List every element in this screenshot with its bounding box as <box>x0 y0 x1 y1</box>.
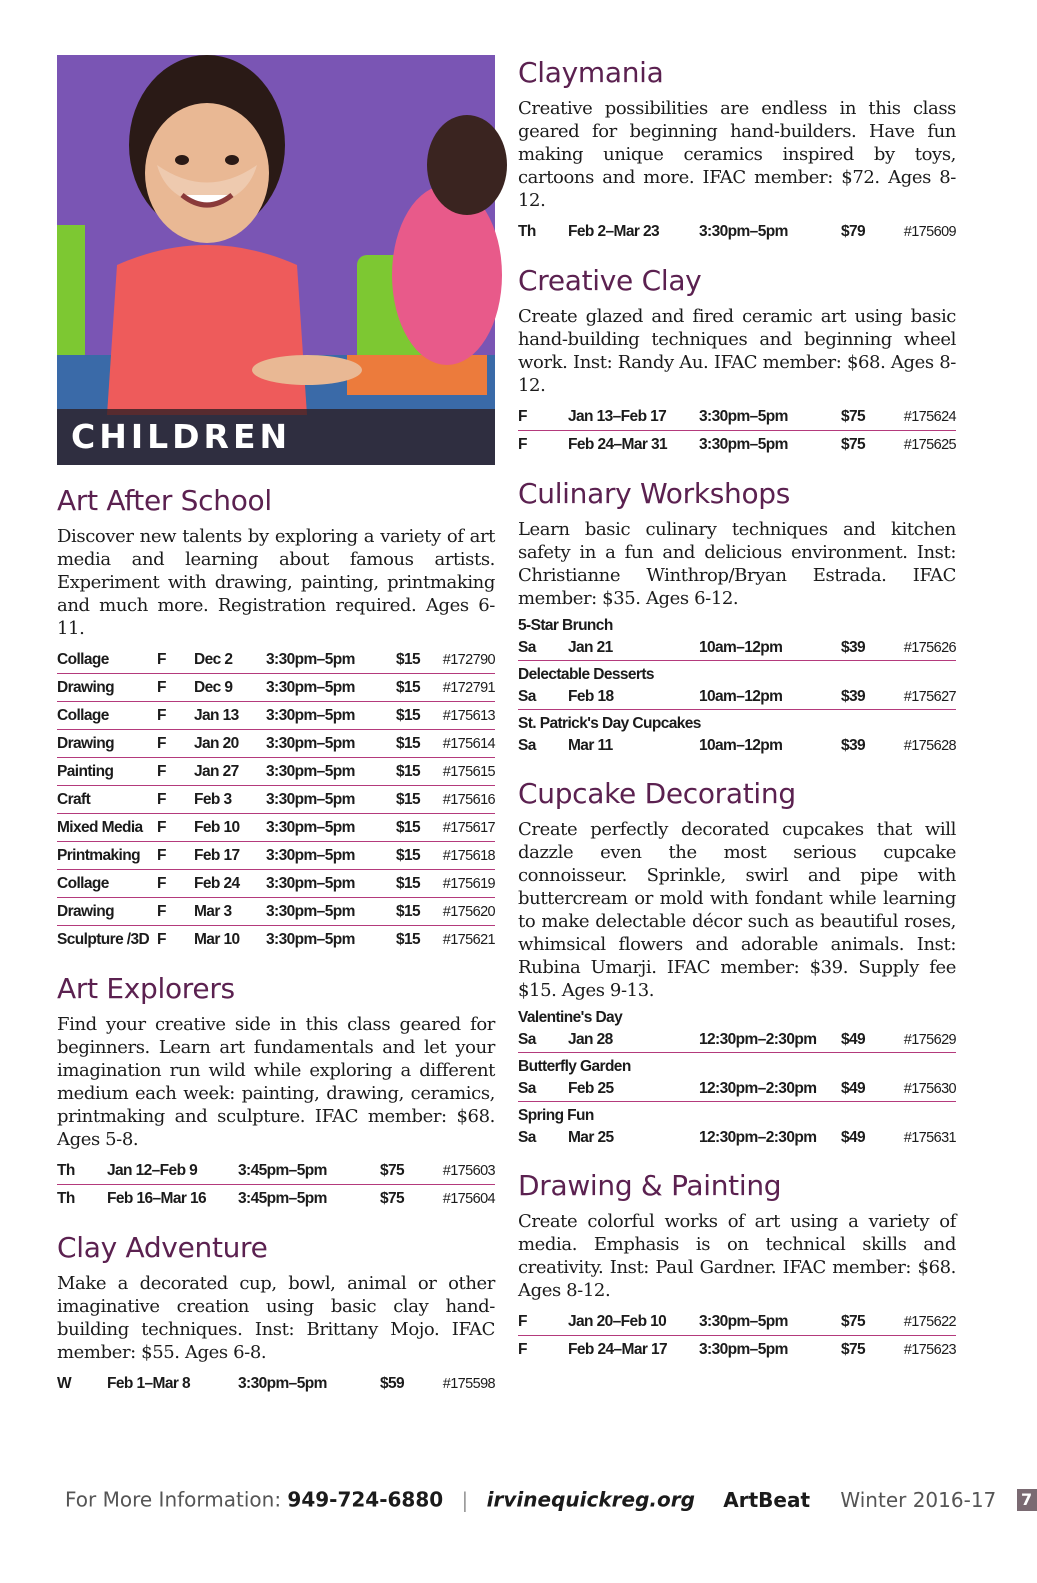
schedule-cell: $39 <box>840 737 865 754</box>
schedule-cell: Drawing <box>57 674 157 702</box>
schedule-cell: Printmaking <box>57 842 157 870</box>
schedule-cell: Collage <box>57 702 157 730</box>
schedule-cell: 10am–12pm <box>699 737 783 754</box>
session-title: 5-Star Brunch <box>518 617 613 634</box>
class-description: Create glazed and fired ceramic art using basic hand-building techniques and beginning wheel work. Inst: Randy Au. IFAC member: $68. Ages 8-12. <box>518 306 956 396</box>
schedule-cell: 3:30pm–5pm <box>266 650 355 668</box>
schedule-cell: #175614 <box>426 730 495 758</box>
schedule-cell: 3:30pm–5pm <box>266 786 384 814</box>
schedule-cell: 3:30pm–5pm <box>699 222 788 240</box>
schedule-cell: Craft <box>57 786 157 814</box>
schedule-cell: F <box>157 842 194 870</box>
class-title: Art Explorers <box>57 972 235 1005</box>
session-group <box>518 1101 956 1150</box>
schedule-cell: 12:30pm–2:30pm <box>699 1129 817 1146</box>
class-title: Culinary Workshops <box>518 477 791 510</box>
schedule-table <box>518 1028 956 1052</box>
left-column <box>57 55 495 1415</box>
schedule-cell: Th <box>57 1185 107 1213</box>
class-title: Clay Adventure <box>57 1231 268 1264</box>
schedule-cell: $15 <box>384 674 426 702</box>
schedule-cell: Jan 12–Feb 9 <box>107 1161 198 1179</box>
schedule-cell: F <box>157 650 166 668</box>
class-clay-adventure <box>57 1230 495 1397</box>
schedule-cell: Feb 3 <box>194 786 266 814</box>
schedule-row <box>57 646 495 674</box>
class-title: Claymania <box>518 56 664 89</box>
schedule-cell: 3:45pm–5pm <box>238 1161 327 1179</box>
schedule-cell: $75 <box>840 1312 865 1330</box>
schedule-cell: Feb 16–Mar 16 <box>107 1185 238 1213</box>
schedule-cell: #175604 <box>410 1185 495 1213</box>
schedule-cell: F <box>518 407 527 425</box>
schedule-cell: #175626 <box>903 640 956 656</box>
session-title: St. Patrick's Day Cupcakes <box>518 715 701 732</box>
schedule-cell: $15 <box>384 814 426 842</box>
class-culinary-workshops <box>518 476 956 758</box>
page-footer <box>65 1486 1033 1516</box>
schedule-cell: Collage <box>57 870 157 898</box>
schedule-row <box>57 758 495 786</box>
schedule-cell: Feb 18 <box>568 688 614 705</box>
class-claymania <box>518 55 956 245</box>
schedule-cell: $49 <box>840 1080 865 1097</box>
schedule-cell: $39 <box>840 688 865 705</box>
schedule-cell: F <box>157 814 194 842</box>
class-art-explorers <box>57 971 495 1212</box>
schedule-cell: 3:30pm–5pm <box>266 674 384 702</box>
schedule-cell: F <box>518 431 568 459</box>
class-description: Creative possibilities are endless in this class geared for beginning hand-builders. Have fun making unique ceramics inspired by toys, cartoons and more. IFAC member: $72. Ages 8-12. <box>518 98 956 211</box>
schedule-cell: Jan 27 <box>194 758 266 786</box>
schedule-cell: Feb 24–Mar 31 <box>568 431 699 459</box>
session-group <box>518 1052 956 1101</box>
session-title: Butterfly Garden <box>518 1058 631 1075</box>
schedule-row <box>518 1077 956 1101</box>
schedule-cell: $75 <box>840 407 865 425</box>
schedule-cell: #175621 <box>426 926 495 954</box>
class-title: Art After School <box>57 484 272 517</box>
schedule-cell: $59 <box>379 1374 404 1392</box>
schedule-cell: 3:30pm–5pm <box>266 870 384 898</box>
session-title: Valentine's Day <box>518 1009 623 1026</box>
schedule-cell: $75 <box>823 431 871 459</box>
schedule-cell: Mar 10 <box>194 926 266 954</box>
schedule-cell: Th <box>57 1161 75 1179</box>
session-group <box>518 660 956 709</box>
footer-info-label: For More Information: <box>65 1487 282 1512</box>
session-title: Spring Fun <box>518 1107 594 1124</box>
schedule-cell: $39 <box>840 639 865 656</box>
schedule-cell: F <box>518 1336 568 1364</box>
schedule-cell: Sculpture /3D <box>57 926 157 954</box>
schedule-cell: F <box>157 702 194 730</box>
schedule-cell: 3:30pm–5pm <box>266 898 384 926</box>
schedule-row <box>518 636 956 660</box>
hero-photo <box>57 55 495 465</box>
schedule-cell: Sa <box>518 688 536 705</box>
class-description: Discover new talents by exploring a variety of art media and learning about famous artists. Experiment with drawing, painting, printmaking and much more. Registration required. Ages 6-11. <box>57 526 495 639</box>
schedule-cell: Sa <box>518 1080 536 1097</box>
schedule-table <box>57 1370 495 1397</box>
footer-phone[interactable]: 949-724-6880 <box>287 1487 444 1512</box>
schedule-cell: Painting <box>57 758 157 786</box>
children-photo-illustration <box>57 55 495 465</box>
schedule-cell: Drawing <box>57 898 157 926</box>
page-number-badge: 7 <box>1017 1489 1037 1511</box>
schedule-cell: 3:30pm–5pm <box>266 814 384 842</box>
schedule-table <box>57 646 495 953</box>
class-drawing-painting <box>518 1168 956 1363</box>
footer-season: Winter 2016-17 <box>840 1487 997 1512</box>
session-group <box>518 1008 956 1052</box>
schedule-cell: F <box>157 898 194 926</box>
session-title: Delectable Desserts <box>518 666 654 683</box>
schedule-cell: $15 <box>384 758 426 786</box>
session-group <box>518 709 956 758</box>
schedule-cell: Sa <box>518 1129 536 1146</box>
schedule-cell: #175623 <box>871 1336 956 1364</box>
schedule-cell: F <box>157 786 194 814</box>
schedule-row <box>57 926 495 954</box>
schedule-cell: F <box>157 870 194 898</box>
schedule-row <box>518 1308 956 1336</box>
schedule-cell: Drawing <box>57 730 157 758</box>
schedule-row <box>518 685 956 709</box>
schedule-cell: Jan 20 <box>194 730 266 758</box>
schedule-cell: #175622 <box>903 1313 956 1330</box>
schedule-cell: F <box>157 730 194 758</box>
schedule-cell: #175619 <box>426 870 495 898</box>
schedule-cell: #175598 <box>442 1375 495 1392</box>
schedule-row <box>57 1157 495 1185</box>
schedule-cell: W <box>57 1374 72 1392</box>
schedule-cell: #175628 <box>903 738 956 754</box>
schedule-cell: F <box>157 674 194 702</box>
schedule-cell: #175631 <box>903 1130 956 1146</box>
schedule-cell: Sa <box>518 1031 536 1048</box>
schedule-cell: Feb 2–Mar 23 <box>568 222 660 240</box>
schedule-row <box>57 898 495 926</box>
schedule-cell: 3:30pm–5pm <box>266 842 384 870</box>
schedule-row <box>518 1126 956 1150</box>
schedule-cell: 12:30pm–2:30pm <box>699 1031 817 1048</box>
footer-url-link[interactable]: irvinequickreg.org <box>486 1487 695 1512</box>
schedule-cell: 10am–12pm <box>699 639 783 656</box>
schedule-cell: $49 <box>840 1129 865 1146</box>
schedule-cell: #175613 <box>426 702 495 730</box>
schedule-row <box>57 1185 495 1213</box>
class-title: Creative Clay <box>518 264 702 297</box>
schedule-cell: 3:30pm–5pm <box>699 431 823 459</box>
schedule-cell: Dec 2 <box>194 650 233 668</box>
schedule-cell: #175615 <box>426 758 495 786</box>
schedule-cell: Feb 24 <box>194 870 266 898</box>
schedule-cell: Jan 13 <box>194 702 266 730</box>
schedule-cell: 10am–12pm <box>699 688 783 705</box>
schedule-cell: Mar 3 <box>194 898 266 926</box>
schedule-cell: #175625 <box>871 431 956 459</box>
schedule-table <box>518 218 956 245</box>
schedule-cell: Dec 9 <box>194 674 266 702</box>
schedule-cell: Mixed Media <box>57 814 157 842</box>
schedule-cell: Jan 28 <box>568 1031 613 1048</box>
schedule-cell: #175627 <box>903 689 956 705</box>
right-column <box>518 55 956 1381</box>
class-description: Create colorful works of art using a variety of media. Emphasis is on technical skills and creativity. Inst: Paul Gardner. IFAC member: $68. Ages 8-12. <box>518 1211 956 1301</box>
schedule-cell: 3:30pm–5pm <box>266 926 384 954</box>
class-description: Create perfectly decorated cupcakes that will dazzle even the most serious cupcake connoisseur. Sprinkle, swirl and pipe with buttercream or mold with fondant while learning to make delectable décor such as beautiful roses, whimsical flowers and adorable animals. Inst: Rubina Umarji. IFAC member: $39. Supply fee $15. Ages 9-13. <box>518 819 956 1001</box>
schedule-row <box>518 734 956 758</box>
schedule-row <box>57 1370 495 1397</box>
schedule-table <box>518 1308 956 1363</box>
schedule-cell: Sa <box>518 737 536 754</box>
class-title: Cupcake Decorating <box>518 777 796 810</box>
schedule-cell: 3:30pm–5pm <box>238 1374 327 1392</box>
schedule-cell: Jan 13–Feb 17 <box>568 407 667 425</box>
schedule-cell: $15 <box>384 730 426 758</box>
schedule-cell: #172791 <box>426 674 495 702</box>
schedule-cell: #172790 <box>442 651 495 668</box>
schedule-cell: $15 <box>384 842 426 870</box>
schedule-cell: 12:30pm–2:30pm <box>699 1080 817 1097</box>
schedule-cell: $15 <box>384 786 426 814</box>
schedule-table <box>518 734 956 758</box>
schedule-cell: #175630 <box>903 1081 956 1097</box>
schedule-cell: $15 <box>384 702 426 730</box>
schedule-table <box>57 1157 495 1212</box>
schedule-cell: $79 <box>840 222 865 240</box>
schedule-cell: $75 <box>362 1185 410 1213</box>
class-creative-clay <box>518 263 956 458</box>
schedule-cell: $15 <box>384 870 426 898</box>
schedule-cell: Collage <box>57 650 109 668</box>
schedule-cell: Feb 17 <box>194 842 266 870</box>
schedule-cell: #175609 <box>903 223 956 240</box>
schedule-cell: Th <box>518 222 536 240</box>
schedule-cell: Mar 11 <box>568 737 613 754</box>
schedule-table <box>518 403 956 458</box>
session-groups <box>518 1008 956 1150</box>
class-description: Find your creative side in this class geared for beginners. Learn art fundamentals and let your imagination run wild while exploring a different medium each week: painting, drawing, ceramics, printmaking and sculpture. IFAC member: $68. Ages 5-8. <box>57 1014 495 1150</box>
schedule-cell: #175620 <box>426 898 495 926</box>
schedule-row <box>518 1028 956 1052</box>
schedule-cell: #175618 <box>426 842 495 870</box>
class-art-after-school <box>57 483 495 953</box>
schedule-table <box>518 685 956 709</box>
footer-separator: | <box>461 1487 469 1512</box>
schedule-cell: F <box>157 926 194 954</box>
schedule-row <box>57 842 495 870</box>
schedule-row <box>57 814 495 842</box>
schedule-row <box>57 870 495 898</box>
schedule-row <box>518 218 956 245</box>
schedule-cell: Feb 1–Mar 8 <box>107 1374 190 1392</box>
session-groups <box>518 616 956 758</box>
schedule-cell: Feb 10 <box>194 814 266 842</box>
schedule-cell: $75 <box>379 1161 404 1179</box>
schedule-cell: $15 <box>395 650 420 668</box>
schedule-cell: 3:30pm–5pm <box>699 1336 823 1364</box>
footer-brand: ArtBeat <box>723 1487 811 1512</box>
schedule-row <box>57 674 495 702</box>
schedule-cell: 3:30pm–5pm <box>266 702 384 730</box>
class-description: Make a decorated cup, bowl, animal or other imaginative creation using basic clay hand-building techniques. Inst: Brittany Mojo. IFAC member: $55. Ages 6-8. <box>57 1273 495 1363</box>
class-title: Drawing & Painting <box>518 1169 782 1202</box>
schedule-cell: $49 <box>840 1031 865 1048</box>
schedule-cell: Feb 24–Mar 17 <box>568 1336 699 1364</box>
schedule-cell: $75 <box>823 1336 871 1364</box>
schedule-table <box>518 1126 956 1150</box>
class-cupcake-decorating <box>518 776 956 1150</box>
schedule-row <box>518 1336 956 1364</box>
schedule-cell: Sa <box>518 639 536 656</box>
schedule-cell: Jan 20–Feb 10 <box>568 1312 667 1330</box>
schedule-cell: $15 <box>384 898 426 926</box>
schedule-row <box>518 431 956 459</box>
schedule-table <box>518 1077 956 1101</box>
schedule-row <box>57 702 495 730</box>
schedule-cell: #175629 <box>903 1032 956 1048</box>
schedule-cell: Feb 25 <box>568 1080 614 1097</box>
schedule-table <box>518 636 956 660</box>
schedule-cell: 3:30pm–5pm <box>266 730 384 758</box>
schedule-cell: $15 <box>384 926 426 954</box>
schedule-cell: 3:30pm–5pm <box>699 1312 788 1330</box>
schedule-cell: Mar 25 <box>568 1129 614 1146</box>
schedule-cell: Jan 21 <box>568 639 613 656</box>
schedule-cell: #175616 <box>426 786 495 814</box>
class-description: Learn basic culinary techniques and kitchen safety in a fun and delicious environment. Inst: Christianne Winthrop/Bryan Estrada. IFAC member: $35. Ages 6-12. <box>518 519 956 609</box>
schedule-cell: F <box>518 1312 527 1330</box>
schedule-cell: #175617 <box>426 814 495 842</box>
schedule-row <box>57 730 495 758</box>
schedule-row <box>57 786 495 814</box>
session-group <box>518 616 956 660</box>
schedule-cell: #175624 <box>903 408 956 425</box>
section-banner-label: CHILDREN <box>57 409 495 465</box>
schedule-cell: 3:45pm–5pm <box>238 1185 362 1213</box>
schedule-row <box>518 403 956 431</box>
schedule-cell: 3:30pm–5pm <box>266 758 384 786</box>
schedule-cell: 3:30pm–5pm <box>699 407 788 425</box>
schedule-cell: #175603 <box>442 1162 495 1179</box>
schedule-cell: F <box>157 758 194 786</box>
